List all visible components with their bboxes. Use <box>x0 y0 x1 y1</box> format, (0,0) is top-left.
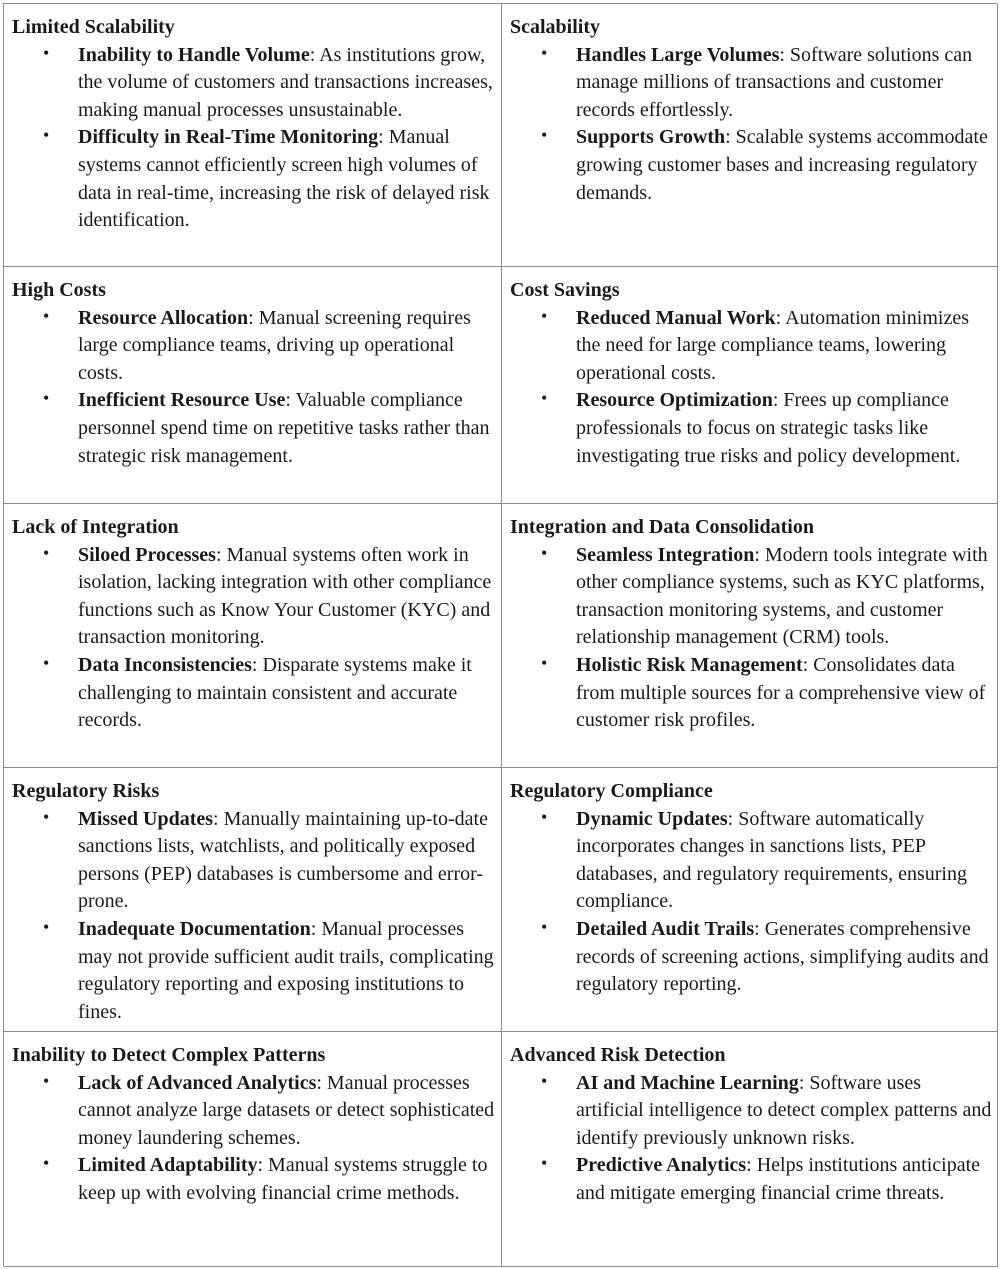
item-term: Siloed Processes <box>78 543 216 566</box>
item-text: : Manual systems often work in isolation, lacking integration with other compliance functions such as Know Your Customer (KYC) and transaction monitoring. <box>78 543 492 649</box>
item-term: Resource Allocation <box>78 306 249 329</box>
item-text: : Disparate systems make it challenging to maintain consistent and accurate records. <box>78 653 472 732</box>
item-text: : Manual processes may not provide sufficient audit trails, complicating regulatory reporting and exposing institutions to fines. <box>78 917 494 1023</box>
manual-cell-complex-patterns <box>4 1032 502 1267</box>
list-item <box>12 124 497 234</box>
item-term: Detailed Audit Trails <box>576 917 755 940</box>
list-item <box>12 1070 497 1153</box>
software-cell-scalability <box>502 4 998 267</box>
item-term: Limited Adaptability <box>78 1154 258 1177</box>
cell-title: Integration and Data Consolidation <box>510 516 814 538</box>
cell-title: Regulatory Risks <box>12 780 160 802</box>
item-term: Inability to Handle Volume <box>78 43 310 66</box>
manual-cell-limited-scalability <box>4 4 502 267</box>
item-term: Supports Growth <box>576 126 726 149</box>
item-term: Seamless Integration <box>576 543 755 566</box>
bullet-list <box>12 542 497 735</box>
list-item <box>12 1152 497 1207</box>
list-item <box>12 387 497 470</box>
bullet-list <box>12 305 497 471</box>
list-item <box>12 916 497 1026</box>
cell-title: Cost Savings <box>510 279 620 301</box>
bullet-list <box>12 1070 497 1208</box>
list-item <box>510 305 993 388</box>
item-term: Predictive Analytics <box>576 1154 747 1177</box>
list-item <box>510 42 993 125</box>
list-item <box>12 542 497 652</box>
cell-title: Lack of Integration <box>12 516 179 538</box>
bullet-list <box>510 1070 993 1208</box>
item-text: : Software uses artificial intelligence to detect complex patterns and identify previously unknown risks. <box>576 1071 992 1149</box>
item-term: Resource Optimization <box>576 389 773 412</box>
item-text: : Automation minimizes the need for large compliance teams, lowering operational costs. <box>576 306 969 384</box>
manual-cell-high-costs <box>4 267 502 504</box>
item-term: Data Inconsistencies <box>78 653 252 676</box>
software-cell-cost-savings <box>502 267 998 504</box>
bullet-list <box>510 42 993 208</box>
item-term: Lack of Advanced Analytics <box>78 1071 317 1094</box>
software-cell-integration <box>502 504 998 768</box>
list-item <box>510 806 993 916</box>
cell-title: Limited Scalability <box>12 16 175 38</box>
item-term: Missed Updates <box>78 807 214 830</box>
software-cell-advanced-risk-detection <box>502 1032 998 1267</box>
item-text: : Valuable compliance personnel spend time on repetitive tasks rather than strategic risk management. <box>78 389 490 467</box>
bullet-list <box>510 305 993 471</box>
cell-title: Inability to Detect Complex Patterns <box>12 1044 326 1066</box>
software-cell-regulatory-compliance <box>502 768 998 1032</box>
cell-title: Regulatory Compliance <box>510 780 713 802</box>
bullet-list <box>510 806 993 999</box>
list-item <box>510 652 993 735</box>
manual-cell-regulatory-risks <box>4 768 502 1032</box>
manual-cell-lack-of-integration <box>4 504 502 768</box>
item-term: Difficulty in Real-Time Monitoring <box>78 126 379 149</box>
item-term: Inadequate Documentation <box>78 917 311 940</box>
list-item <box>12 42 497 125</box>
item-text: : Manual screening requires large compliance teams, driving up operational costs. <box>78 306 471 384</box>
list-item <box>12 806 497 916</box>
item-text: : Consolidates data from multiple sources for a comprehensive view of customer risk profiles. <box>576 653 986 732</box>
bullet-list <box>510 542 993 735</box>
list-item <box>510 916 993 999</box>
item-term: AI and Machine Learning <box>576 1071 799 1094</box>
item-text: : Helps institutions anticipate and mitigate emerging financial crime threats. <box>576 1154 981 1204</box>
cell-title: High Costs <box>12 279 106 301</box>
list-item <box>510 542 993 652</box>
list-item <box>12 305 497 388</box>
item-text: : Scalable systems accommodate growing customer bases and increasing regulatory demands. <box>576 126 988 204</box>
item-term: Inefficient Resource Use <box>78 389 286 412</box>
item-text: : Software solutions can manage millions of transactions and customer records effortlessly. <box>576 43 973 121</box>
list-item <box>510 1152 993 1207</box>
item-term: Holistic Risk Management <box>576 653 803 676</box>
item-text: : Frees up compliance professionals to focus on strategic tasks like investigating true risks and policy development. <box>576 389 961 467</box>
item-term: Dynamic Updates <box>576 807 728 830</box>
item-text: : Manually maintaining up-to-date sanctions lists, watchlists, and politically exposed persons (PEP) databases is cumbersome and error-prone. <box>78 807 488 913</box>
item-text: : Manual systems cannot efficiently screen high volumes of data in real-time, increasing the risk of delayed risk identification. <box>78 126 490 232</box>
comparison-table <box>3 3 997 1266</box>
item-text: : Manual processes cannot analyze large datasets or detect sophisticated money laundering schemes. <box>78 1071 495 1149</box>
list-item <box>12 652 497 735</box>
item-text: : Software automatically incorporates changes in sanctions lists, PEP databases, and regulatory requirements, ensuring compliance. <box>576 807 967 913</box>
list-item <box>510 124 993 207</box>
bullet-list <box>12 42 497 235</box>
item-text: : Modern tools integrate with other compliance systems, such as KYC platforms, transaction monitoring systems, and customer relationship management (CRM) tools. <box>576 543 988 649</box>
cell-title: Scalability <box>510 16 601 38</box>
item-text: : Generates comprehensive records of screening actions, simplifying audits and regulatory reporting. <box>576 917 989 996</box>
item-text: : As institutions grow, the volume of customers and transactions increases, making manual processes unsustainable. <box>78 43 493 121</box>
cell-title: Advanced Risk Detection <box>510 1044 726 1066</box>
item-term: Handles Large Volumes <box>576 43 780 66</box>
list-item <box>510 387 993 470</box>
list-item <box>510 1070 993 1153</box>
item-text: : Manual systems struggle to keep up with evolving financial crime methods. <box>78 1154 488 1204</box>
bullet-list <box>12 806 497 1027</box>
item-term: Reduced Manual Work <box>576 306 776 329</box>
